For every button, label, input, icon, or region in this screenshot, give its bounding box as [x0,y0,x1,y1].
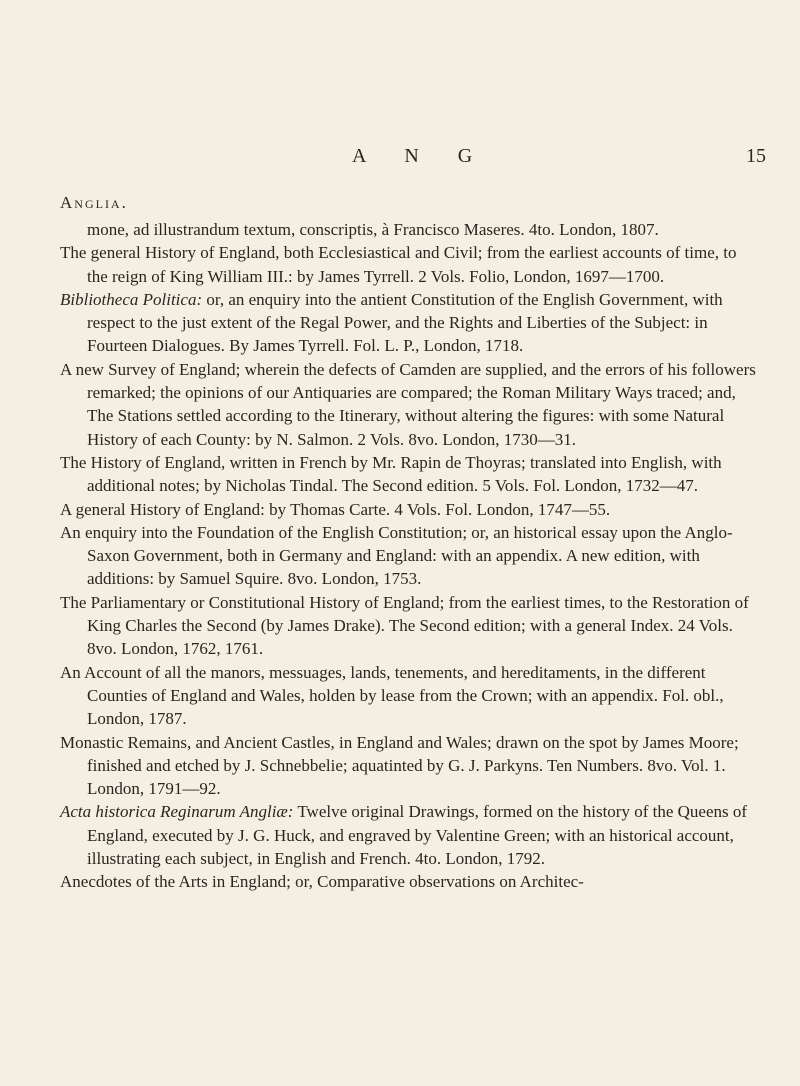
entry-text: Anecdotes of the Arts in England; or, Comparative observations on Architec- [60,872,584,892]
catalogue-entry [60,591,760,661]
entry-text: The Parliamentary or Constitutional History of England; from the earliest times, to the Restoration of King Charles the Second (by James Drake). The Second edition; with a general Index. 24 Vols. 8vo. London, 1762, 1761. [60,592,749,659]
section-heading: Anglia. [60,193,128,212]
catalogue-entry [60,521,760,591]
entry-text: An Account of all the manors, messuages, lands, tenements, and hereditaments, in the different Counties of England and Wales, holden by lease from the Crown; with an appendix. Fol. obl., London, 1787. [60,662,724,729]
entry-text: Monastic Remains, and Ancient Castles, in England and Wales; drawn on the spot by James Moore; finished and etched by J. Schnebbelie; aquatinted by G. J. Parkyns. Ten Numbers. 8vo. Vol. 1. London, 1791—92. [60,732,739,799]
entry-text: An enquiry into the Foundation of the English Constitution; or, an historical essay upon the Anglo-Saxon Government, both in Germany and England: with an appendix. A new edition, with additions: by Samuel Squire. 8vo. London, 1753. [60,522,733,589]
entry-text: mone, ad illustrandum textum, conscriptis, à Francisco Maseres. 4to. London, 1807. [87,220,659,239]
catalogue-entry [60,241,760,288]
catalogue-entry [60,218,760,241]
entry-text: Twelve original Drawings, formed on the history of the Queens of England, executed by J. G. Huck, and engraved by Valentine Green; with an historical account, illustrating each subject, in English and French. 4to. London, 1792. [87,802,748,869]
catalogue-entries [60,218,760,894]
catalogue-entry [60,498,760,521]
running-head [0,145,800,169]
page-number: 15 [746,145,766,167]
entry-text: The general History of England, both Ecclesiastical and Civil; from the earliest accounts of time, to the reign of King William III.: by James Tyrrell. 2 Vols. Folio, London, 1697—1700. [60,243,737,286]
catalogue-entry [60,451,760,498]
catalogue-entry [60,661,760,731]
entry-text: or, an enquiry into the antient Constitution of the English Government, with respect to the just extent of the Regal Power, and the Rights and Liberties of the Subject: in Fourteen Dialogues. By James Tyrrell. Fol. L. P., London, 1718. [87,289,723,356]
catalogue-entry [60,731,760,801]
catalogue-entry [60,288,760,358]
entry-title-italic: Bibliotheca Politica: [60,289,203,309]
catalogue-entry [60,870,760,893]
catalogue-entry [60,358,760,451]
entry-text: A general History of England: by Thomas Carte. 4 Vols. Fol. London, 1747—55. [60,499,611,519]
entry-text: The History of England, written in French by Mr. Rapin de Thoyras; translated into English, with additional notes; by Nicholas Tindal. The Second edition. 5 Vols. Fol. London, 1732—47. [60,452,722,496]
entry-text: A new Survey of England; wherein the defects of Camden are supplied, and the errors of his followers remarked; the opinions of our Antiquaries are compared; the Roman Military Ways traced; and, The Stations settled according to the Itinerary, without altering the figures: with some Natural History of each County: by N. Salmon. 2 Vols. 8vo. London, 1730—31. [60,359,756,449]
entry-title-italic: Acta historica Reginarum Angliæ: [60,802,294,822]
running-head-word: A N G [352,145,490,167]
catalogue-entry [60,800,760,870]
